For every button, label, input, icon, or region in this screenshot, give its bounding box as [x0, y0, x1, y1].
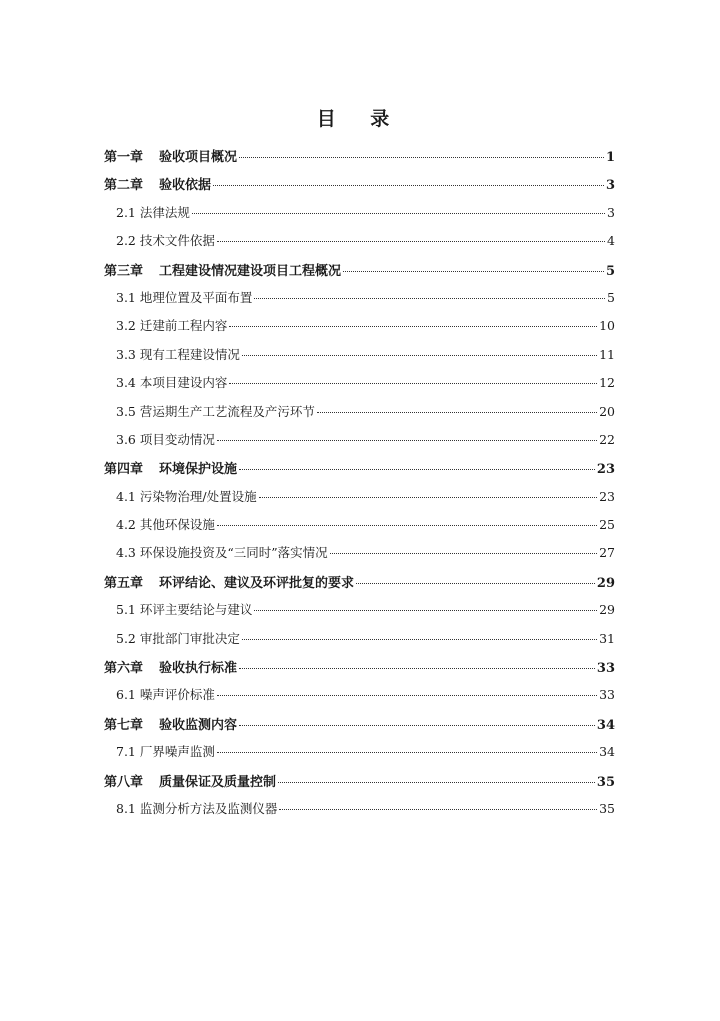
toc-entry-title: 监测分析方法及监测仪器 — [139, 800, 278, 816]
dot-leader — [239, 668, 595, 669]
toc-entry-page-number: 3 — [605, 178, 615, 194]
toc-entry-page-number: 35 — [596, 774, 615, 790]
toc-section-entry[interactable] — [104, 742, 615, 770]
toc-entry-number: 4.2 — [116, 517, 136, 533]
toc-section-entry[interactable] — [104, 600, 615, 628]
toc-entry-title: 地理位置及平面布置 — [139, 289, 253, 305]
toc-entry-title: 验收依据 — [159, 178, 212, 194]
toc-chapter-entry[interactable] — [104, 657, 615, 685]
toc-chapter-entry[interactable] — [104, 146, 615, 174]
toc-entry-number: 第五章 — [104, 575, 144, 591]
toc-entry-number: 第八章 — [104, 774, 144, 790]
dot-leader — [254, 610, 597, 611]
toc-entry-number: 8.1 — [116, 800, 136, 816]
toc-section-entry[interactable] — [104, 288, 615, 316]
toc-entry-page-number: 35 — [599, 800, 615, 816]
toc-entry-title: 环境保护设施 — [159, 462, 238, 478]
toc-entry-number: 第四章 — [104, 462, 144, 478]
toc-entry-title: 验收项目概况 — [159, 150, 238, 165]
toc-entry-page-number: 12 — [599, 375, 615, 391]
toc-entry-title: 迁建前工程内容 — [139, 318, 228, 334]
dot-leader — [239, 157, 604, 158]
dot-leader — [317, 412, 597, 413]
toc-entry-number: 3.4 — [116, 375, 136, 391]
toc-entry-page-number: 29 — [599, 602, 615, 618]
toc-entry-title: 本项目建设内容 — [139, 375, 228, 391]
toc-entry-page-number: 33 — [599, 687, 615, 703]
toc-entry-page-number: 4 — [607, 233, 615, 249]
dot-leader — [239, 469, 595, 470]
toc-entry-number: 4.1 — [116, 488, 136, 504]
toc-entry-page-number: 3 — [607, 204, 615, 220]
dot-leader — [217, 241, 605, 242]
toc-entry-title: 质量保证及质量控制 — [159, 774, 277, 790]
toc-entry-number: 6.1 — [116, 687, 136, 703]
toc-entry-title: 噪声评价标准 — [139, 687, 215, 703]
dot-leader — [213, 185, 604, 186]
dot-leader — [217, 525, 597, 526]
dot-leader — [330, 553, 597, 554]
dot-leader — [242, 639, 597, 640]
dot-leader — [254, 298, 605, 299]
page-title: 目 录 — [316, 108, 404, 130]
toc-entry-page-number: 22 — [599, 431, 615, 447]
dot-leader — [242, 355, 597, 356]
toc-entry-number: 第七章 — [104, 717, 144, 733]
toc-section-entry[interactable] — [104, 685, 615, 713]
toc-entry-page-number: 5 — [607, 289, 615, 305]
toc-entry-title: 环评结论、建议及环评批复的要求 — [159, 575, 355, 591]
toc-entry-number: 4.3 — [116, 545, 136, 561]
toc-entry-number: 7.1 — [116, 744, 136, 760]
dot-leader — [192, 213, 605, 214]
toc-entry-title: 环评主要结论与建议 — [139, 602, 253, 618]
toc-entry-number: 5.2 — [116, 630, 136, 646]
toc-entry-number: 3.1 — [116, 289, 136, 305]
toc-entry-title: 现有工程建设情况 — [139, 346, 240, 362]
toc-entry-page-number: 29 — [596, 575, 615, 591]
toc-entry-page-number: 25 — [599, 517, 615, 533]
toc-section-entry[interactable] — [104, 487, 615, 515]
toc-entry-page-number: 1 — [605, 150, 615, 165]
toc-chapter-entry[interactable] — [104, 771, 615, 799]
dot-leader — [229, 326, 597, 327]
toc-entry-page-number: 5 — [605, 263, 615, 279]
toc-entry-number: 3.2 — [116, 318, 136, 334]
toc-entry-number: 第二章 — [104, 178, 144, 194]
dot-leader — [279, 809, 597, 810]
toc-chapter-entry[interactable] — [104, 260, 615, 288]
toc-section-entry[interactable] — [104, 203, 615, 231]
dot-leader — [217, 695, 597, 696]
toc-section-entry[interactable] — [104, 402, 615, 430]
toc-section-entry[interactable] — [104, 316, 615, 344]
toc-entry-page-number: 20 — [599, 403, 615, 419]
table-of-contents — [104, 146, 615, 827]
toc-entry-page-number: 23 — [596, 462, 615, 478]
dot-leader — [278, 782, 595, 783]
dot-leader — [259, 497, 597, 498]
toc-chapter-entry[interactable] — [104, 174, 615, 202]
toc-entry-number: 3.3 — [116, 346, 136, 362]
toc-entry-page-number: 34 — [599, 744, 615, 760]
toc-entry-page-number: 10 — [599, 318, 615, 334]
toc-section-entry[interactable] — [104, 515, 615, 543]
toc-entry-title: 工程建设情况建设项目工程概况 — [159, 263, 342, 279]
toc-entry-page-number: 34 — [596, 717, 615, 733]
toc-section-entry[interactable] — [104, 345, 615, 373]
toc-entry-title: 污染物治理/处置设施 — [139, 488, 257, 504]
toc-entry-title: 技术文件依据 — [139, 233, 215, 249]
toc-entry-number: 3.5 — [116, 403, 136, 419]
toc-entry-page-number: 27 — [599, 545, 615, 561]
toc-entry-page-number: 23 — [599, 488, 615, 504]
toc-entry-number: 第一章 — [104, 150, 144, 165]
dot-leader — [217, 752, 597, 753]
toc-entry-title: 环保设施投资及“三同时”落实情况 — [139, 545, 328, 561]
toc-entry-title: 营运期生产工艺流程及产污环节 — [139, 403, 315, 419]
toc-entry-page-number: 33 — [596, 661, 615, 677]
toc-entry-number: 3.6 — [116, 431, 136, 447]
dot-leader — [229, 383, 597, 384]
toc-entry-number: 2.1 — [116, 204, 136, 220]
toc-entry-title: 验收监测内容 — [159, 717, 238, 733]
toc-chapter-entry[interactable] — [104, 714, 615, 742]
toc-section-entry[interactable] — [104, 543, 615, 571]
toc-entry-page-number: 11 — [599, 346, 615, 362]
toc-entry-number: 5.1 — [116, 602, 136, 618]
toc-section-entry[interactable] — [104, 231, 615, 259]
toc-section-entry[interactable] — [104, 430, 615, 458]
toc-entry-title: 厂界噪声监测 — [139, 744, 215, 760]
toc-entry-title: 项目变动情况 — [139, 431, 215, 447]
toc-entry-number: 第三章 — [104, 263, 144, 279]
toc-chapter-entry[interactable] — [104, 572, 615, 600]
toc-entry-title: 其他环保设施 — [139, 517, 215, 533]
toc-entry-title: 法律法规 — [139, 204, 190, 220]
dot-leader — [239, 725, 595, 726]
toc-chapter-entry[interactable] — [104, 458, 615, 486]
toc-entry-number: 第六章 — [104, 661, 144, 677]
toc-section-entry[interactable] — [104, 629, 615, 657]
toc-section-entry[interactable] — [104, 799, 615, 827]
toc-entry-number: 2.2 — [116, 233, 136, 249]
toc-entry-title: 验收执行标准 — [159, 661, 238, 677]
toc-entry-page-number: 31 — [599, 630, 615, 646]
dot-leader — [217, 440, 597, 441]
toc-entry-title: 审批部门审批决定 — [139, 630, 240, 646]
toc-section-entry[interactable] — [104, 373, 615, 401]
dot-leader — [343, 271, 604, 272]
dot-leader — [356, 583, 595, 584]
